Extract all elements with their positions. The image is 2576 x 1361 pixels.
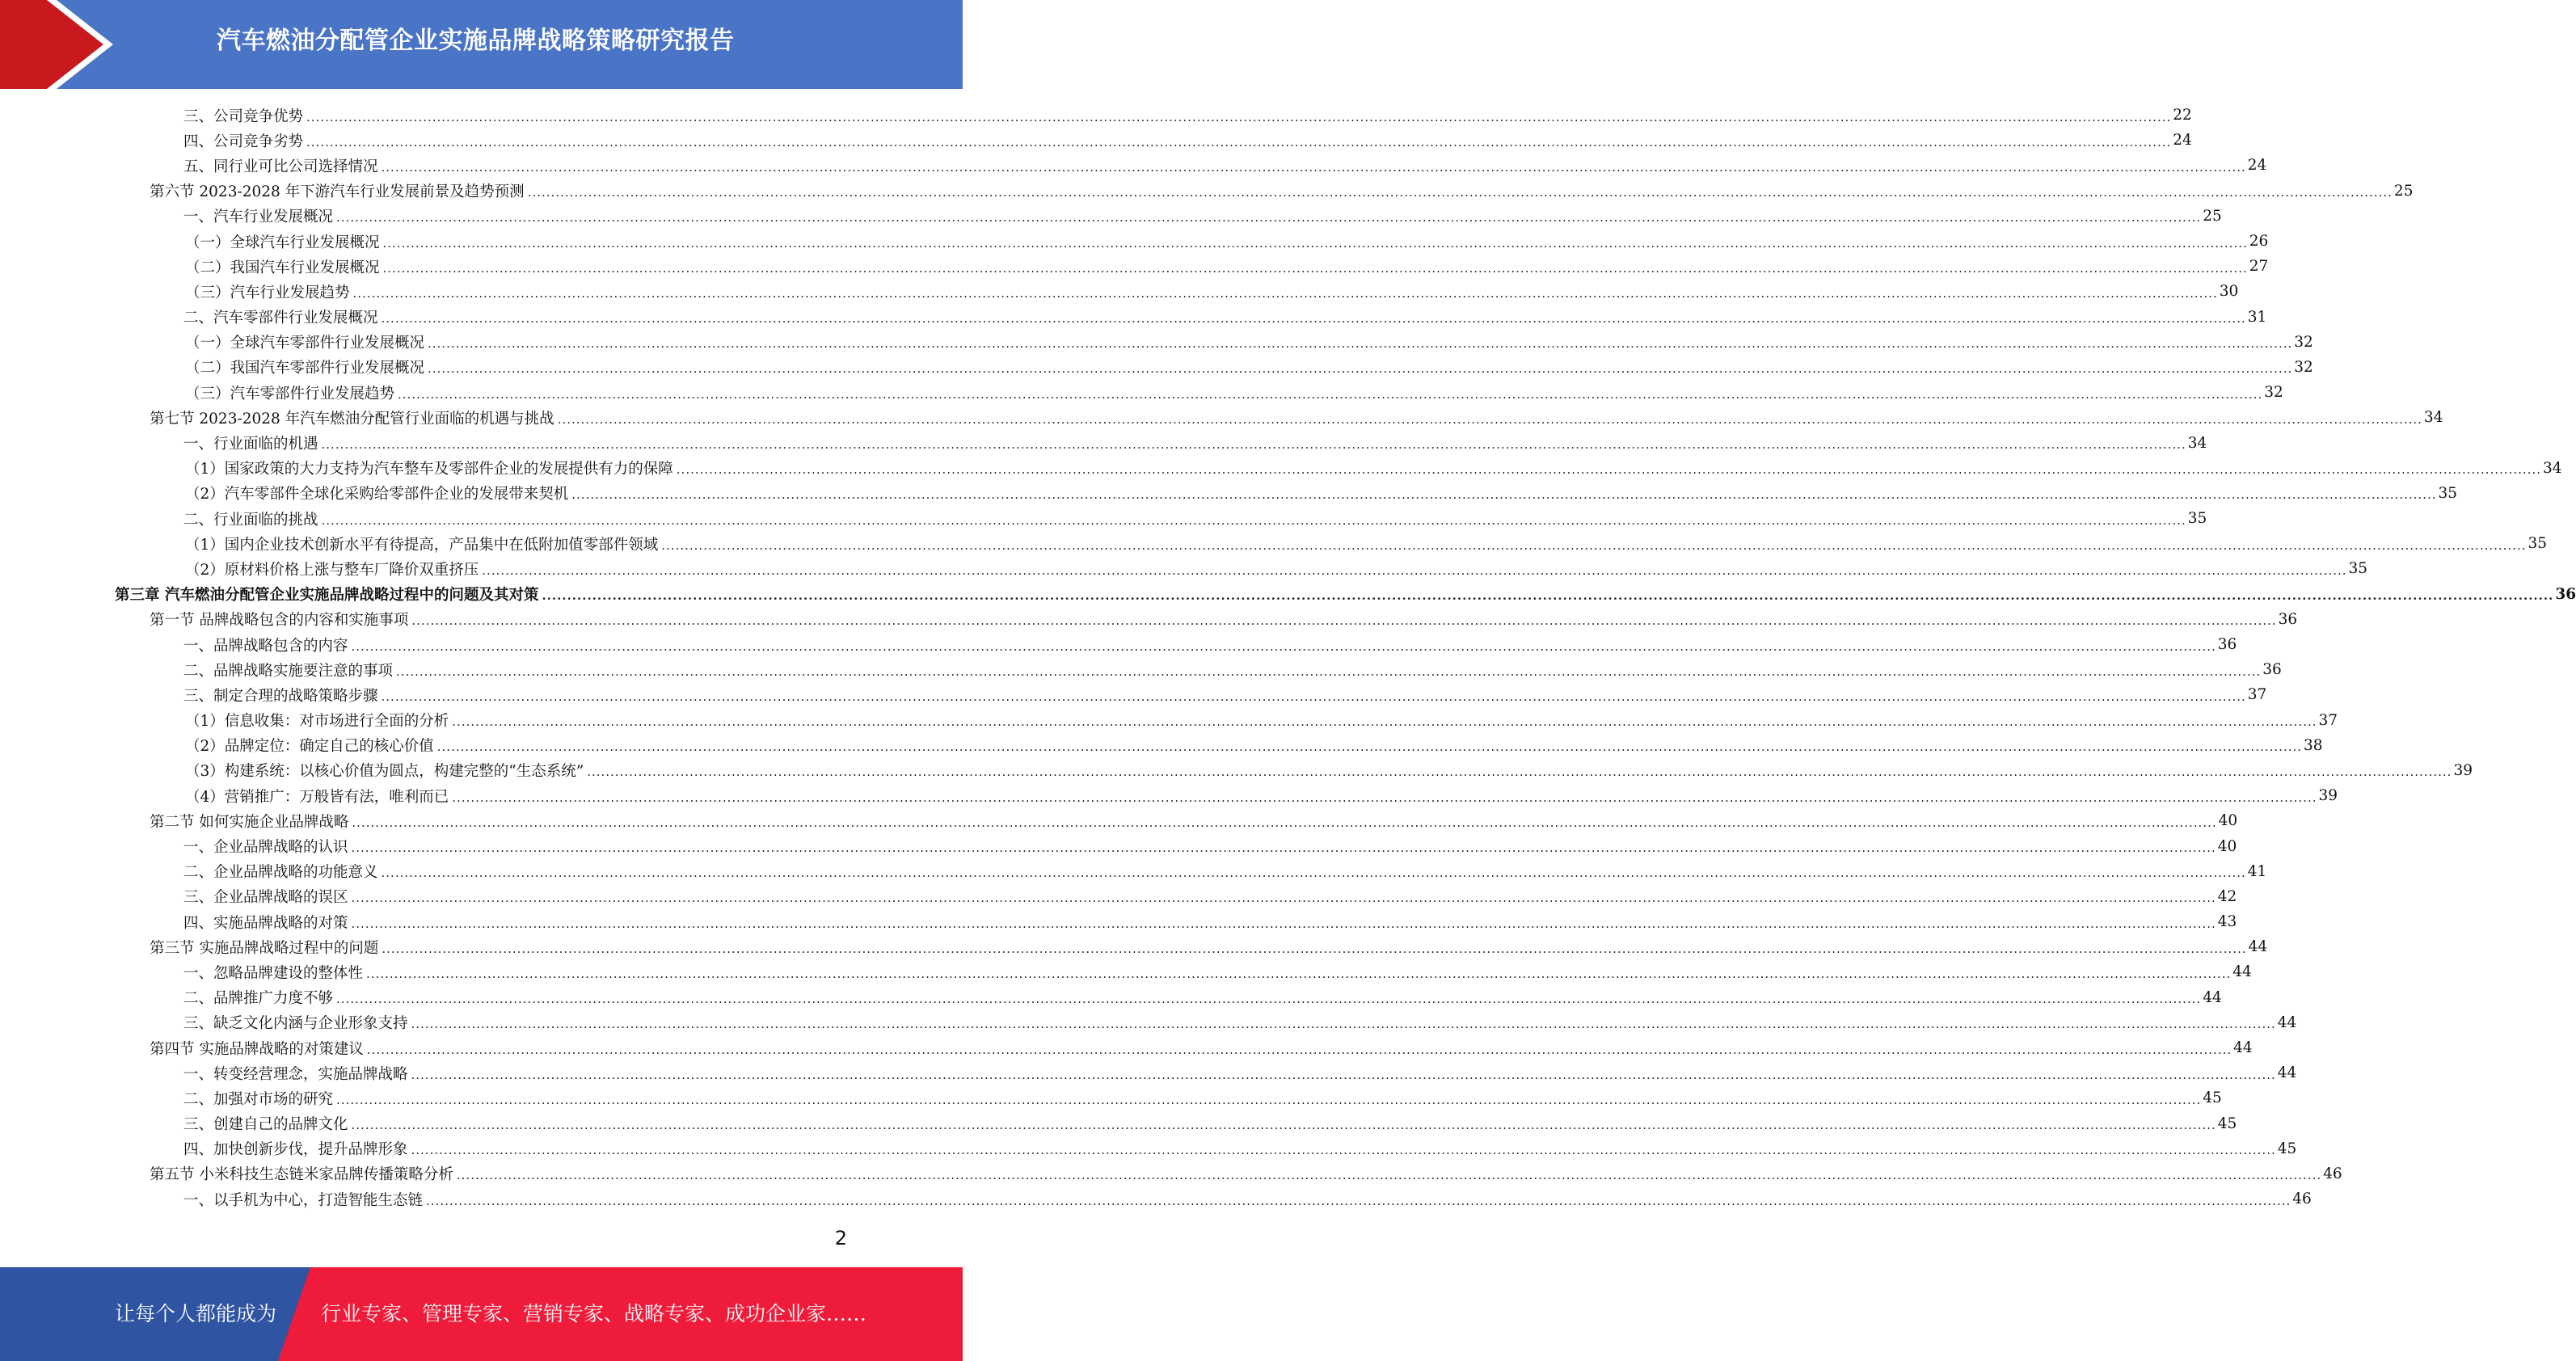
toc-dot-leader: ................................................................................................................................................................................................................................................................................................................................................................................................................: [352, 285, 2218, 301]
toc-entry-page: 40: [2218, 812, 2238, 830]
toc-entry-title: 一、行业面临的机遇: [183, 436, 318, 453]
toc-entry-title: 一、忽略品牌建设的整体性: [183, 964, 364, 982]
toc-entry-title: 第四节 实施品牌战略的对策建议: [150, 1040, 364, 1058]
toc-entry[interactable]: [0, 959, 2252, 984]
toc-dot-leader: ................................................................................................................................................................................................................................................................................................................................................................................................................: [381, 311, 2246, 327]
toc-entry-page: 44: [2203, 988, 2222, 1006]
report-title: 汽车燃油分配管企业实施品牌战略策略研究报告: [217, 27, 735, 55]
toc-entry-page: 27: [2249, 258, 2269, 276]
toc-dot-leader: ................................................................................................................................................................................................................................................................................................................................................................................................................: [456, 1168, 2322, 1183]
toc-entry-title: （2）原材料价格上涨与整车厂降价双重挤压: [185, 561, 479, 579]
toc-dot-leader: ................................................................................................................................................................................................................................................................................................................................................................................................................: [571, 487, 2437, 503]
toc-entry-title: 二、品牌推广力度不够: [183, 990, 334, 1008]
toc-entry-page: 26: [2249, 233, 2269, 251]
toc-dot-leader: ................................................................................................................................................................................................................................................................................................................................................................................................................: [351, 841, 2216, 856]
toc-entry-title: 一、汽车行业发展概况: [183, 209, 334, 226]
toc-entry[interactable]: [0, 783, 2338, 808]
toc-entry[interactable]: [0, 204, 2222, 229]
toc-entry-page: 44: [2277, 1064, 2297, 1082]
toc-entry-title: 第七节 2023-2028 年汽车燃油分配管行业面临的机遇与挑战: [150, 410, 554, 428]
toc-entry-title: （4）营销推广：万般皆有法，唯利而已: [185, 788, 449, 806]
toc-dot-leader: ................................................................................................................................................................................................................................................................................................................................................................................................................: [587, 765, 2452, 780]
toc-entry-page: 34: [2423, 409, 2443, 427]
toc-dot-leader: ................................................................................................................................................................................................................................................................................................................................................................................................................: [382, 941, 2247, 956]
toc-entry-page: 45: [2203, 1089, 2222, 1107]
toc-dot-leader: ................................................................................................................................................................................................................................................................................................................................................................................................................: [411, 1017, 2276, 1032]
toc-entry-page: 35: [2528, 535, 2548, 553]
toc-entry-title: （三）汽车行业发展趋势: [185, 284, 350, 301]
toc-entry[interactable]: [0, 405, 2443, 430]
toc-entry-page: 42: [2217, 887, 2237, 905]
toc-dot-leader: ................................................................................................................................................................................................................................................................................................................................................................................................................: [527, 185, 2393, 200]
toc-entry-page: 34: [2543, 459, 2562, 477]
toc-entry-title: 四、加快创新步伐，提升品牌形象: [183, 1141, 408, 1159]
toc-entry-title: （2）品牌定位：确定自己的核心价值: [185, 738, 434, 756]
toc-entry[interactable]: [0, 607, 2298, 632]
toc-entry[interactable]: [0, 985, 2222, 1010]
toc-entry-page: 35: [2187, 510, 2207, 528]
toc-dot-leader: ................................................................................................................................................................................................................................................................................................................................................................................................................: [366, 966, 2232, 981]
table-of-contents: [0, 103, 2576, 1211]
toc-entry[interactable]: [0, 430, 2207, 455]
toc-entry-page: 30: [2219, 283, 2239, 301]
toc-entry-title: （1）信息收集：对市场进行全面的分析: [185, 713, 449, 731]
toc-entry-title: 三、企业品牌战略的误区: [183, 889, 348, 907]
toc-entry[interactable]: [0, 330, 2313, 355]
toc-entry[interactable]: [0, 1186, 2312, 1211]
toc-entry-page: 24: [2247, 157, 2267, 175]
toc-dot-leader: ................................................................................................................................................................................................................................................................................................................................................................................................................: [482, 563, 2347, 578]
toc-entry[interactable]: [0, 1111, 2237, 1136]
toc-entry-title: 第一节 品牌战略包含的内容和实施事项: [150, 612, 409, 630]
toc-entry-title: 三、公司竞争优势: [183, 107, 304, 125]
toc-entry-page: 44: [2233, 1039, 2253, 1057]
toc-entry[interactable]: [0, 103, 2192, 128]
toc-entry-page: 24: [2173, 132, 2192, 150]
toc-dot-leader: ................................................................................................................................................................................................................................................................................................................................................................................................................: [306, 134, 2172, 150]
toc-entry-title: 二、加强对市场的研究: [183, 1090, 334, 1108]
toc-dot-leader: ................................................................................................................................................................................................................................................................................................................................................................................................................: [351, 891, 2216, 906]
toc-dot-leader: ................................................................................................................................................................................................................................................................................................................................................................................................................: [411, 613, 2277, 629]
toc-entry-page: 32: [2264, 384, 2283, 402]
toc-entry[interactable]: [0, 179, 2414, 204]
toc-entry[interactable]: [0, 582, 2576, 607]
toc-entry[interactable]: [0, 1161, 2342, 1186]
toc-entry[interactable]: [0, 1035, 2253, 1060]
toc-entry-title: （3）构建系统：以核心价值为圆点，构建完整的“生态系统”: [185, 763, 584, 781]
toc-entry-page: 36: [2262, 661, 2282, 679]
toc-dot-leader: ................................................................................................................................................................................................................................................................................................................................................................................................................: [321, 437, 2186, 453]
toc-entry-title: （2）汽车零部件全球化采购给零部件企业的发展带来契机: [185, 486, 569, 504]
toc-dot-leader: ................................................................................................................................................................................................................................................................................................................................................................................................................: [428, 361, 2293, 377]
toc-entry[interactable]: [0, 884, 2237, 909]
toc-entry[interactable]: [0, 909, 2237, 934]
toc-entry-page: 44: [2277, 1013, 2297, 1031]
toc-entry-title: （一）全球汽车零部件行业发展概况: [185, 335, 425, 352]
toc-entry[interactable]: [0, 1136, 2297, 1161]
toc-entry[interactable]: [0, 456, 2562, 481]
toc-dot-leader: ................................................................................................................................................................................................................................................................................................................................................................................................................: [661, 537, 2527, 553]
toc-entry[interactable]: [0, 833, 2237, 858]
toc-entry-title: （二）我国汽车行业发展概况: [185, 259, 380, 276]
toc-entry-page: 32: [2294, 333, 2313, 351]
toc-dot-leader: ................................................................................................................................................................................................................................................................................................................................................................................................................: [426, 1193, 2291, 1208]
page-footer: [0, 1267, 963, 1361]
toc-dot-leader: ................................................................................................................................................................................................................................................................................................................................................................................................................: [411, 1067, 2276, 1082]
toc-entry[interactable]: [0, 934, 2268, 959]
toc-entry[interactable]: [0, 758, 2473, 783]
toc-entry[interactable]: [0, 355, 2313, 380]
toc-entry-title: 一、企业品牌战略的认识: [183, 839, 348, 857]
toc-entry[interactable]: [0, 254, 2269, 279]
toc-entry[interactable]: [0, 506, 2207, 531]
toc-entry[interactable]: [0, 808, 2238, 833]
toc-entry-page: 46: [2292, 1190, 2312, 1208]
toc-entry-title: 一、品牌战略包含的内容: [183, 637, 348, 655]
toc-entry-page: 45: [2277, 1140, 2297, 1157]
toc-entry[interactable]: [0, 305, 2267, 330]
toc-dot-leader: ................................................................................................................................................................................................................................................................................................................................................................................................................: [557, 411, 2422, 427]
toc-entry[interactable]: [0, 682, 2267, 707]
toc-dot-leader: ................................................................................................................................................................................................................................................................................................................................................................................................................: [366, 1042, 2232, 1057]
toc-entry[interactable]: [0, 1060, 2297, 1085]
toc-entry[interactable]: [0, 153, 2267, 178]
toc-dot-leader: ................................................................................................................................................................................................................................................................................................................................................................................................................: [428, 336, 2293, 352]
toc-dot-leader: ................................................................................................................................................................................................................................................................................................................................................................................................................: [436, 739, 2303, 755]
toc-entry-title: 一、以手机为中心，打造智能生态链: [183, 1191, 424, 1209]
toc-dot-leader: ................................................................................................................................................................................................................................................................................................................................................................................................................: [351, 1118, 2216, 1133]
toc-entry-page: 25: [2203, 207, 2222, 225]
toc-entry-page: 37: [2318, 711, 2338, 729]
toc-entry-page: 25: [2393, 182, 2414, 200]
toc-dot-leader: ................................................................................................................................................................................................................................................................................................................................................................................................................: [351, 638, 2216, 654]
toc-entry-page: 39: [2318, 787, 2338, 805]
toc-entry-page: 38: [2304, 736, 2323, 754]
toc-entry-title: 二、企业品牌战略的功能意义: [183, 864, 378, 882]
toc-entry-title: 三、缺乏文化内涵与企业形象支持: [183, 1015, 408, 1033]
toc-dot-leader: ................................................................................................................................................................................................................................................................................................................................................................................................................: [321, 512, 2186, 528]
toc-dot-leader: ................................................................................................................................................................................................................................................................................................................................................................................................................: [306, 109, 2172, 124]
toc-entry-title: 第三章 汽车燃油分配管企业实施品牌战略过程中的问题及其对策: [115, 587, 539, 605]
toc-entry-page: 44: [2248, 938, 2268, 956]
toc-entry-title: 五、同行业可比公司选择情况: [183, 158, 378, 175]
toc-entry-title: 第五节 小米科技生态链米家品牌传播策略分析: [150, 1166, 453, 1184]
toc-dot-leader: ................................................................................................................................................................................................................................................................................................................................................................................................................: [542, 588, 2554, 604]
toc-entry-page: 35: [2348, 560, 2368, 578]
toc-entry-page: 31: [2247, 308, 2267, 326]
toc-entry-page: 40: [2217, 837, 2237, 855]
toc-entry-title: （三）汽车零部件行业发展趋势: [185, 385, 395, 402]
toc-entry[interactable]: [0, 531, 2548, 556]
toc-dot-leader: ................................................................................................................................................................................................................................................................................................................................................................................................................: [336, 210, 2202, 225]
toc-entry-title: （1）国内企业技术创新水平有待提高，产品集中在低附加值零部件领域: [185, 536, 659, 554]
toc-entry-page: 44: [2232, 963, 2252, 981]
toc-dot-leader: ................................................................................................................................................................................................................................................................................................................................................................................................................: [411, 1143, 2276, 1158]
toc-entry-page: 37: [2247, 686, 2267, 704]
toc-entry-title: 四、公司竞争劣势: [183, 133, 304, 150]
toc-dot-leader: ................................................................................................................................................................................................................................................................................................................................................................................................................: [676, 462, 2542, 478]
toc-entry-title: 第六节 2023-2028 年下游汽车行业发展前景及趋势预测: [150, 183, 525, 201]
toc-entry[interactable]: [0, 380, 2283, 405]
toc-entry[interactable]: [0, 859, 2267, 884]
toc-dot-leader: ................................................................................................................................................................................................................................................................................................................................................................................................................: [398, 386, 2263, 402]
toc-entry-title: （二）我国汽车零部件行业发展概况: [185, 360, 425, 377]
toc-entry-page: 43: [2217, 913, 2237, 931]
toc-entry-page: 22: [2173, 107, 2192, 124]
toc-entry-page: 34: [2187, 434, 2207, 452]
toc-entry[interactable]: [0, 1085, 2222, 1110]
toc-entry-page: 36: [2555, 585, 2576, 603]
toc-dot-leader: ................................................................................................................................................................................................................................................................................................................................................................................................................: [351, 916, 2216, 931]
page-number: 2: [834, 1227, 847, 1249]
toc-entry[interactable]: [0, 279, 2239, 304]
toc-entry[interactable]: [0, 632, 2237, 657]
toc-dot-leader: ................................................................................................................................................................................................................................................................................................................................................................................................................: [382, 260, 2248, 276]
toc-entry[interactable]: [0, 708, 2338, 733]
toc-entry[interactable]: [0, 481, 2458, 506]
toc-dot-leader: ................................................................................................................................................................................................................................................................................................................................................................................................................: [452, 714, 2317, 730]
toc-entry-title: 二、品牌战略实施要注意的事项: [183, 662, 394, 680]
toc-entry-title: 第三节 实施品牌战略过程中的问题: [150, 939, 379, 957]
toc-dot-leader: ................................................................................................................................................................................................................................................................................................................................................................................................................: [381, 159, 2246, 175]
toc-entry-page: 35: [2438, 484, 2458, 502]
toc-entry-title: 一、转变经营理念，实施品牌战略: [183, 1065, 408, 1083]
toc-dot-leader: ................................................................................................................................................................................................................................................................................................................................................................................................................: [396, 664, 2262, 679]
toc-entry-page: 39: [2453, 761, 2473, 779]
page-header: [0, 0, 963, 89]
toc-dot-leader: ................................................................................................................................................................................................................................................................................................................................................................................................................: [336, 1092, 2202, 1107]
footer-slogan-right: 行业专家、管理专家、营销专家、战略专家、成功企业家……: [321, 1302, 867, 1325]
toc-entry-page: 46: [2323, 1165, 2342, 1182]
toc-entry-title: 二、汽车零部件行业发展概况: [183, 310, 378, 327]
toc-entry[interactable]: [0, 229, 2269, 254]
toc-entry-page: 41: [2247, 862, 2267, 880]
toc-entry-page: 32: [2294, 358, 2313, 376]
toc-entry-title: （1）国家政策的大力支持为汽车整车及零部件企业的发展提供有力的保障: [185, 461, 673, 478]
toc-dot-leader: ................................................................................................................................................................................................................................................................................................................................................................................................................: [452, 790, 2317, 805]
toc-entry[interactable]: [0, 657, 2282, 682]
toc-entry-page: 36: [2278, 610, 2298, 628]
toc-dot-leader: ................................................................................................................................................................................................................................................................................................................................................................................................................: [381, 689, 2246, 704]
toc-entry[interactable]: [0, 556, 2368, 581]
footer-slogan-left: 让每个人都能成为: [115, 1302, 277, 1325]
toc-entry[interactable]: [0, 128, 2192, 153]
toc-entry-title: （一）全球汽车行业发展概况: [185, 234, 380, 251]
toc-entry-page: 36: [2217, 636, 2237, 654]
toc-dot-leader: ................................................................................................................................................................................................................................................................................................................................................................................................................: [336, 992, 2202, 1007]
toc-dot-leader: ................................................................................................................................................................................................................................................................................................................................................................................................................: [382, 235, 2248, 251]
toc-entry-title: 四、实施品牌战略的对策: [183, 914, 348, 932]
toc-entry-page: 45: [2217, 1115, 2237, 1132]
toc-entry-title: 二、行业面临的挑战: [183, 511, 318, 529]
toc-entry-title: 三、制定合理的战略策略步骤: [183, 687, 378, 705]
toc-entry-title: 三、创建自己的品牌文化: [183, 1116, 348, 1134]
toc-dot-leader: ................................................................................................................................................................................................................................................................................................................................................................................................................: [381, 866, 2246, 881]
toc-entry[interactable]: [0, 1010, 2297, 1035]
toc-dot-leader: ................................................................................................................................................................................................................................................................................................................................................................................................................: [352, 815, 2217, 830]
header-chevron-decoration: [0, 0, 129, 89]
toc-entry[interactable]: [0, 733, 2323, 758]
toc-entry-title: 第二节 如何实施企业品牌战略: [150, 813, 349, 831]
